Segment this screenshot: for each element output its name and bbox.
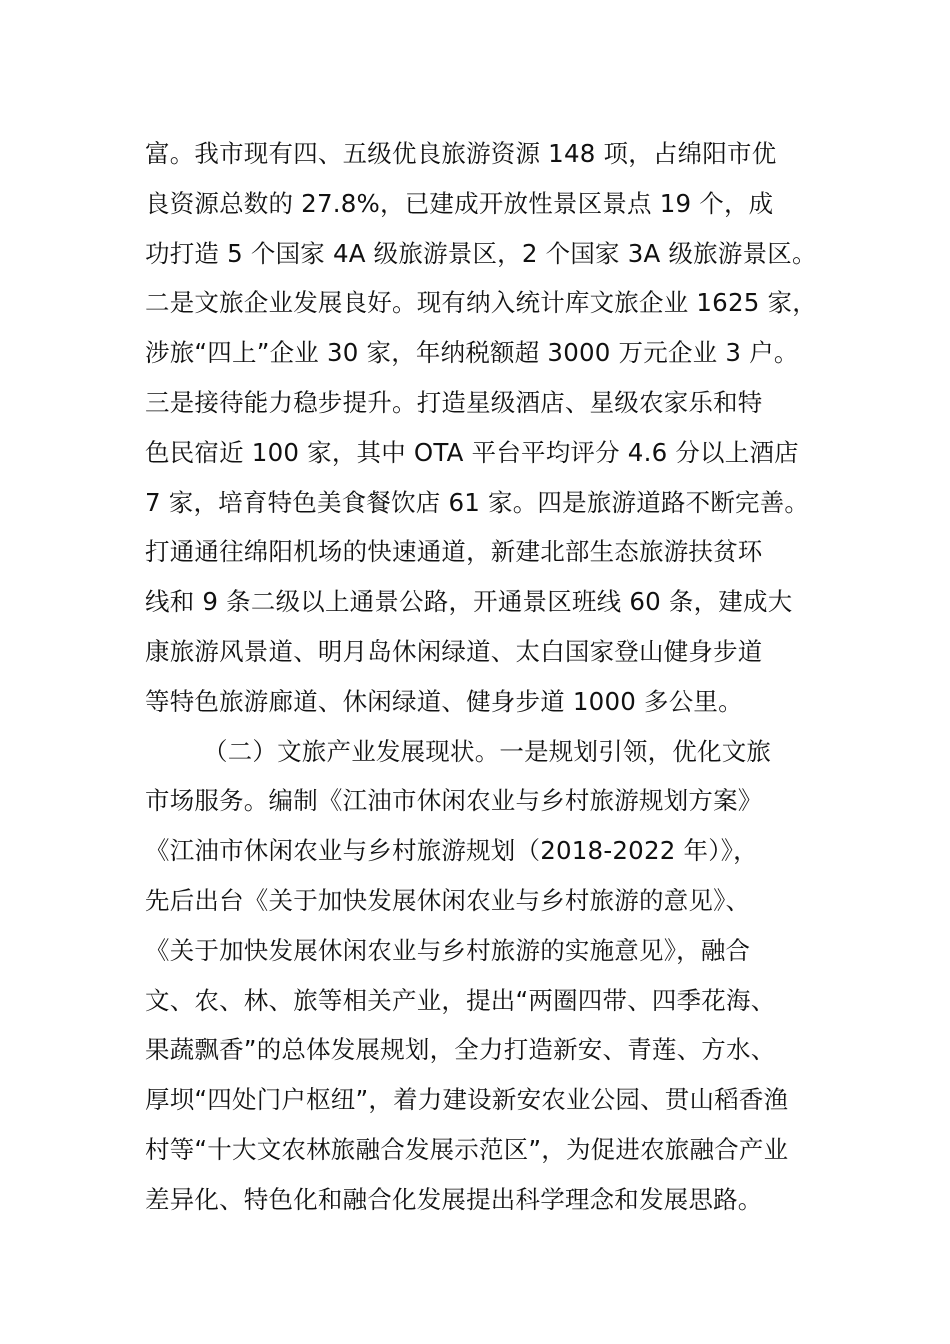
text-line: 《关于加快发展休闲农业与乡村旅游的实施意见》，融合 — [145, 935, 751, 965]
section-heading-line: （二）文旅产业发展现状。一是规划引领，优化文旅 — [203, 736, 772, 766]
text-line: 等特色旅游廊道、休闲绿道、健身步道 1000 多公里。 — [145, 686, 743, 716]
text-line: 文、农、林、旅等相关产业，提出“两圈四带、四季花海、 — [145, 985, 776, 1015]
text-line: 涉旅“四上”企业 30 家，年纳税额超 3000 万元企业 3 户。 — [145, 338, 799, 368]
text-line: 7 家，培育特色美食餐饮店 61 家。四是旅游道路不断完善。 — [145, 487, 810, 517]
body-text — [145, 129, 845, 1225]
text-line: 《江油市休闲农业与乡村旅游规划（2018-2022 年）》， — [145, 836, 758, 866]
text-line: 二是文旅企业发展良好。现有纳入统计库文旅企业 1625 家， — [145, 288, 817, 318]
text-line: 三是接待能力稳步提升。打造星级酒店、星级农家乐和特 — [145, 387, 763, 417]
text-line: 打通通往绵阳机场的快速通道，新建北部生态旅游扶贫环 — [145, 537, 763, 567]
text-line: 差异化、特色化和融合化发展提出科学理念和发展思路。 — [145, 1184, 763, 1214]
text-line: 康旅游风景道、明月岛休闲绿道、太白国家登山健身步道 — [145, 636, 763, 666]
text-line: 先后出台《关于加快发展休闲农业与乡村旅游的意见》、 — [145, 885, 751, 915]
text-line: 良资源总数的 27.8%，已建成开放性景区景点 19 个，成 — [145, 188, 774, 218]
text-line: 市场服务。编制《江油市休闲农业与乡村旅游规划方案》 — [145, 786, 763, 816]
text-line: 果蔬飘香”的总体发展规划，全力打造新安、青莲、方水、 — [145, 1035, 776, 1065]
text-line: 线和 9 条二级以上通景公路，开通景区班线 60 条，建成大 — [145, 587, 793, 617]
text-line: 厚坝“四处门户枢纽”，着力建设新安农业公园、贯山稻香渔 — [145, 1085, 789, 1115]
text-line: 富。我市现有四、五级优良旅游资源 148 项，占绵阳市优 — [145, 139, 777, 168]
text-line: 色民宿近 100 家，其中 OTA 平台平均评分 4.6 分以上酒店 — [145, 437, 799, 467]
text-line: 功打造 5 个国家 4A 级旅游景区，2 个国家 3A 级旅游景区。 — [145, 238, 817, 268]
text-line: 村等“十大文农林旅融合发展示范区”，为促进农旅融合产业 — [145, 1134, 789, 1164]
